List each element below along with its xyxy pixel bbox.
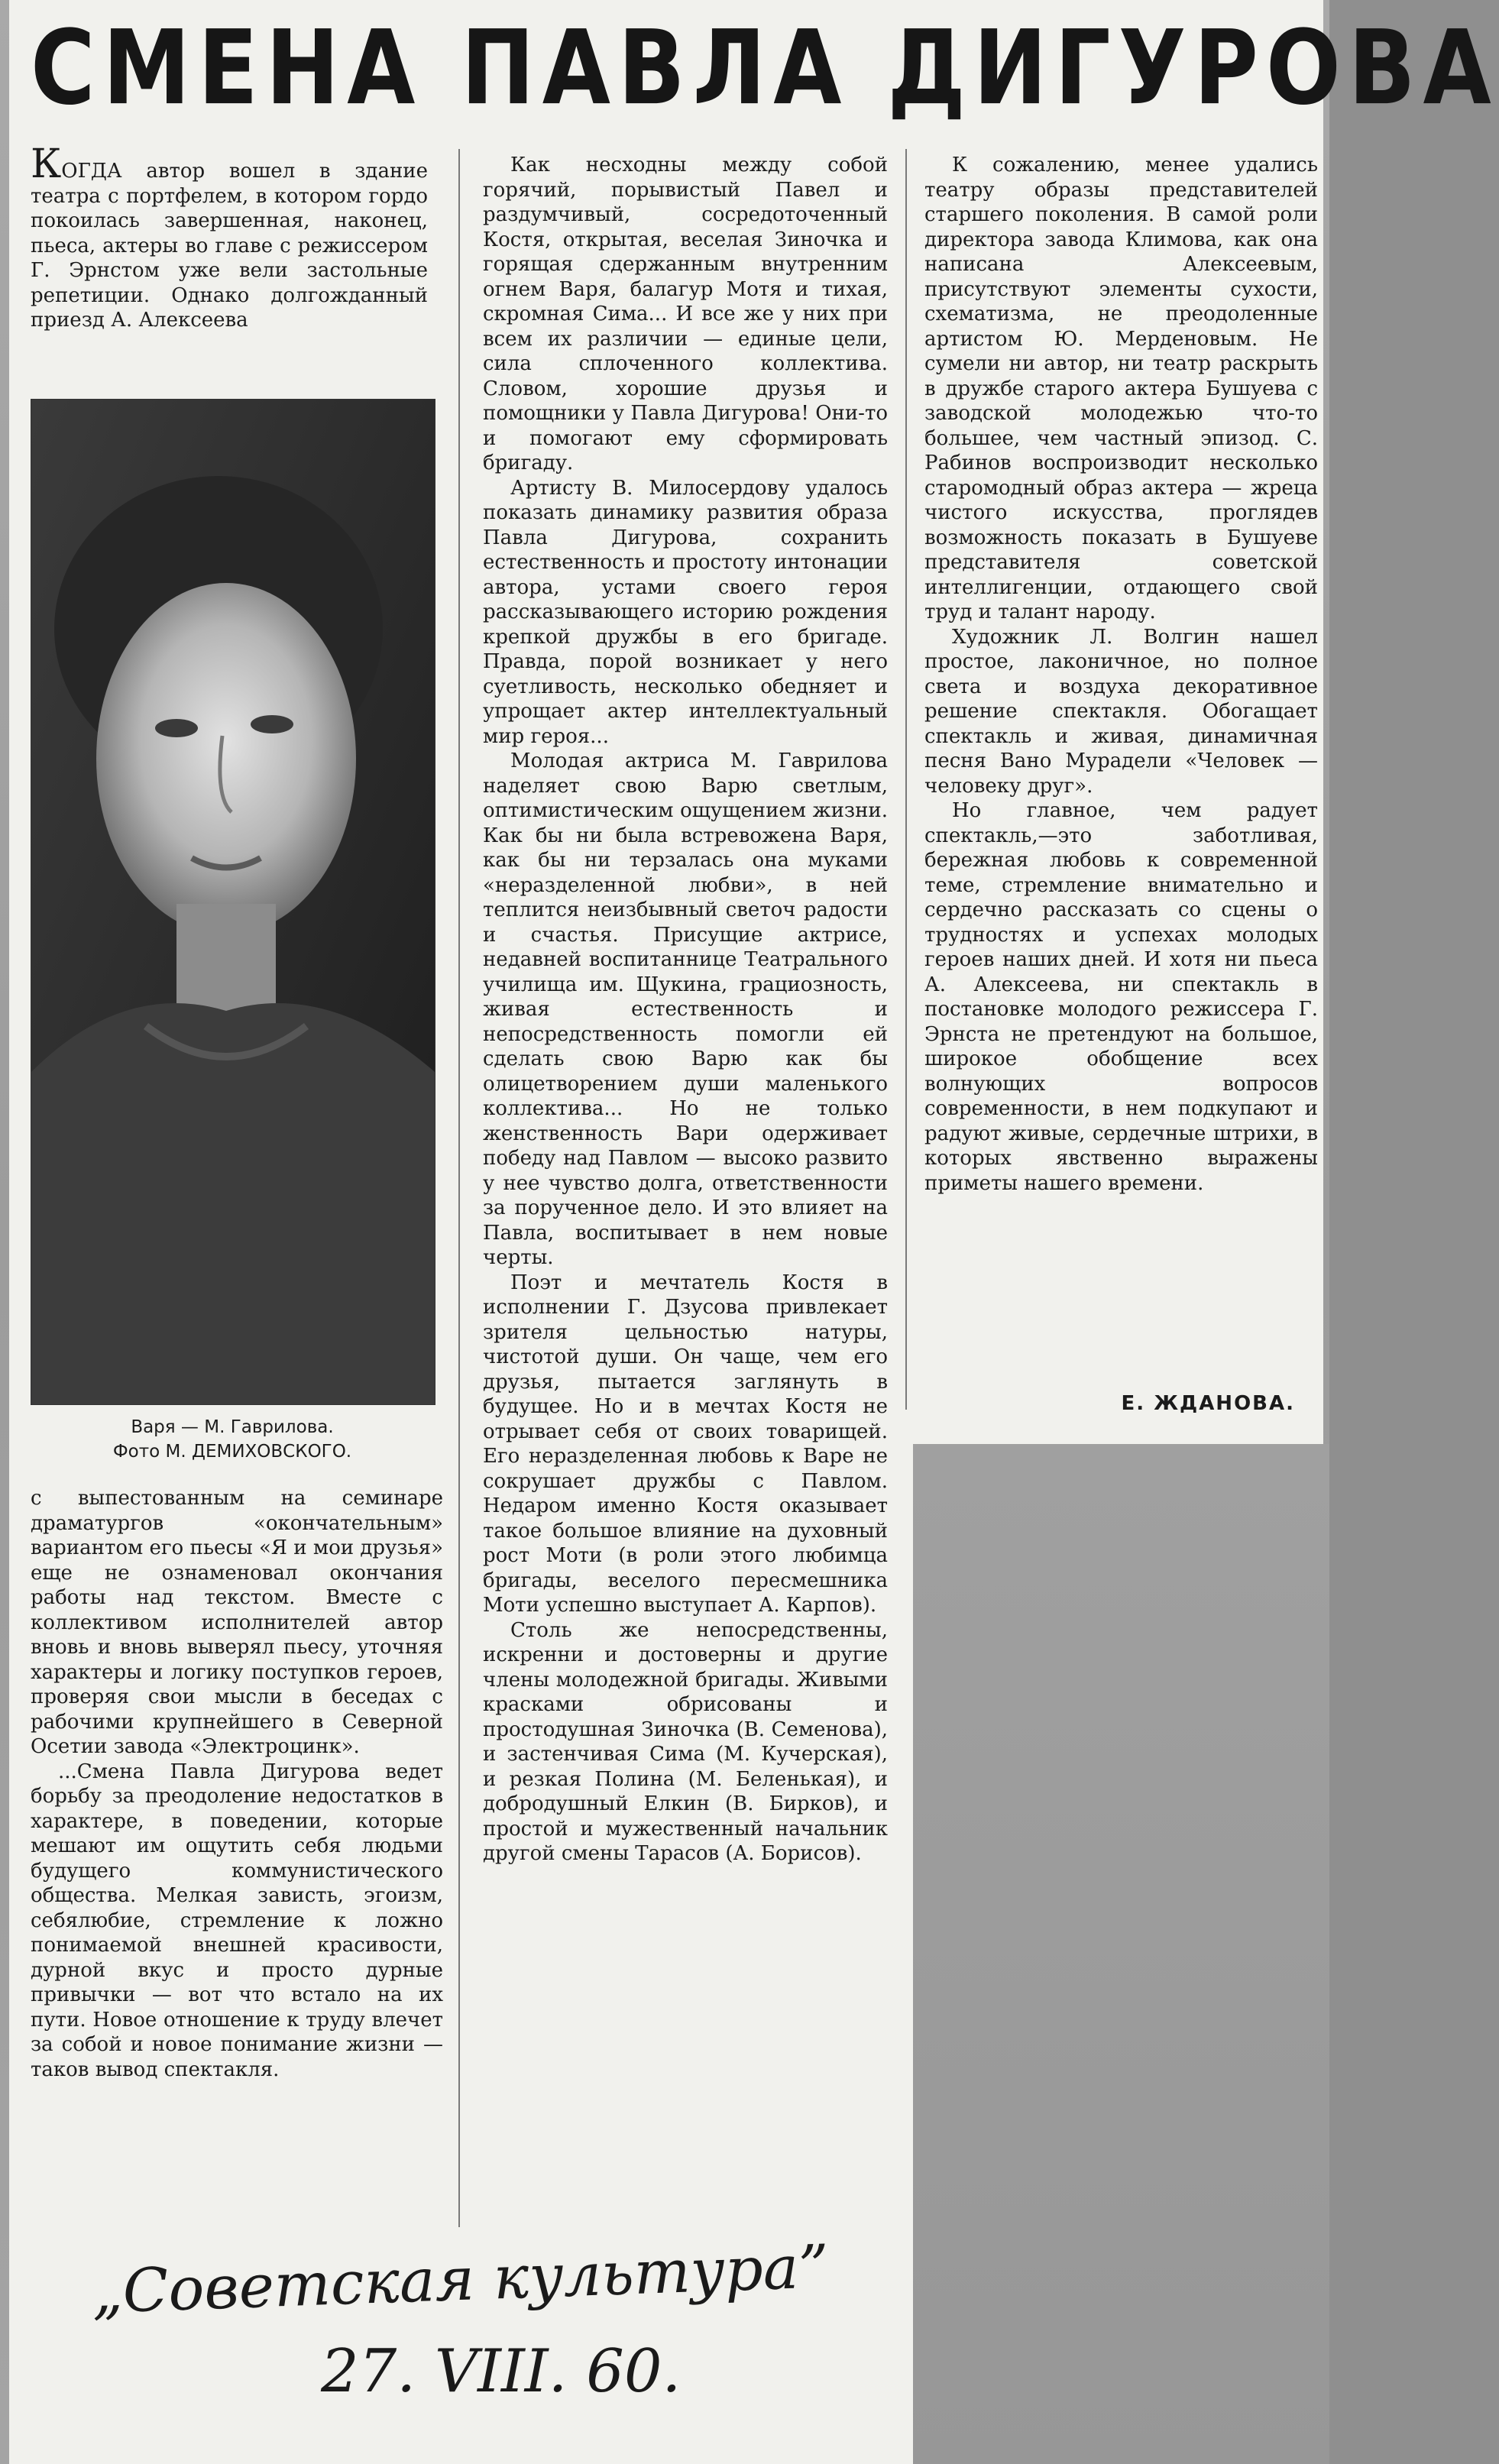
author-signature: Е. ЖДАНОВА.: [1121, 1392, 1295, 1415]
column-divider-2: [905, 149, 907, 1410]
column-divider-1: [458, 149, 460, 2227]
paragraph: с выпестованным на семинаре драматургов «окончательным» вариантом его пьесы «Я и мои друзья» еще не ознаменовал окончания работы над текстом. Вместе с коллективом исполнителей автор вновь и вновь выверял пьесу, уточняя характеры и логику поступков героев, проверяя свои мысли в беседах с рабочими крупнейшего в Северной Осетии завода «Электроцинк».: [31, 1487, 443, 1758]
clipping-cut-area: [913, 1444, 1329, 2464]
paragraph: Художник Л. Волгин нашел простое, лаконичное, но полное света и воздуха декоративное решение спектакля. Обогащает спектакль и живая, динамичная песня Вано Мурадели «Человек — человеку друг».: [924, 625, 1318, 798]
column-2: [483, 153, 888, 1867]
column-1-intro: [31, 141, 428, 333]
paragraph: Столь же непосредственны, искренни и достоверны и другие члены молодежной бригады. Живыми красками обрисованы и простодушная Зиночка (В. Семенова), и застенчивая Сима (М. Кучерская), и резкая Полина (М. Беленькая), и добродушный Елкин (В. Бирков), и простой и мужественный начальник другой смены Тарасов (А. Борисов).: [483, 1618, 888, 1865]
handwritten-date: 27. VIII. 60.: [321, 2337, 682, 2406]
handwritten-source: „Советская культура”: [90, 2232, 830, 2327]
caption-line-1: Варя — М. Гаврилова.: [131, 1417, 334, 1437]
paragraph: Но главное, чем радует спектакль,—это заботливая, бережная любовь к современной теме, стремление внимательно и сердечно рассказать со сцены о трудностях и успехах молодых героев наших дней. И хотя ни пьеса А. Алексеева, ни спектакль в постановке молодого режиссера Г. Эрнста не претендуют на большое, широкое обобщение всех волнующих вопросов современности, в нем подкупают и радуют живые, сердечные штрихи, в которых явственно выражены приметы нашего времени.: [924, 799, 1318, 1195]
actress-photo: [31, 399, 435, 1405]
paragraph: Поэт и мечтатель Костя в исполнении Г. Дзусова привлекает зрителя цельностью натуры, чистотой души. Он чаще, чем его друзья, пытается заглянуть в будущее. Но и в мечтах Костя не отрывает себя от своих товарищей. Его неразделенная любовь к Варе не сокрушает дружбы с Павлом. Недаром именно Костя оказывает такое большое влияние на духовный рост Моти (в роли этого любимца бригады, веселого пересмешника Моти успешно выступает А. Карпов).: [483, 1271, 888, 1617]
handwritten-annotation: [90, 2232, 856, 2433]
paragraph: Молодая актриса М. Гаврилова наделяет свою Варю светлым, оптимистическим ощущением жизни. Как бы ни была встревожена Варя, как бы ни терзалась она муками «неразделенной любви», в ней теплится неизбывный светоч радости и счастья. Присущие актрисе, недавней воспитаннице Театрального училища им. Щукина, грациозность, живая естественность и непосредственность помогли ей сделать свою Варю как бы олицетворением души маленького коллектива... Но не только женственность Вари одерживает победу над Павлом — высоко развито у нее чувство долга, ответственности за порученное дело. И это влияет на Павла, воспитывает в нем новые черты.: [483, 750, 888, 1269]
paragraph: КОГДА автор вошел в здание театра с портфелем, в котором гордо покоилась завершенная, наконец, пьеса, актеры во главе с режиссером Г. Эрнстом уже вели застольные репетиции. Однако долгожданный приезд А. Алексеева: [31, 141, 428, 332]
photo-caption: [31, 1415, 434, 1464]
paragraph: ...Смена Павла Дигурова ведет борьбу за преодоление недостатков в характере, в поведении, которые мешают им ощутить себя людьми будущего коммунистического общества. Мелкая зависть, эгоизм, себялюбие, стремление к ложно понимаемой внешней красивости, дурной вкус и просто дурные привычки — вот что встало на их пути. Новое отношение к труду влечет за собой и новое понимание жизни — таков вывод спектакля.: [31, 1760, 443, 2081]
article-headline: СМЕНА ПАВЛА ДИГУРОВА: [31, 8, 1499, 128]
paragraph: Как несходны между собой горячий, порывистый Павел и раздумчивый, сосредоточенный Костя, открытая, веселая Зиночка и горящая сдержанным внутренним огнем Варя, балагур Мотя и тихая, скромная Сима... И все же у них при всем их различии — единые цели, сила сплоченного коллектива. Словом, хорошие друзья и помощники у Павла Дигурова! Они-то и помогают ему сформировать бригаду.: [483, 154, 888, 474]
paragraph: К сожалению, менее удались театру образы представителей старшего поколения. В самой роли директора завода Климова, как она написана Алексеевым, присутствуют элементы сухости, схематизма, не преодоленные артистом Ю. Мерденовым. Не сумели ни автор, ни театр раскрыть в дружбе старого актера Бушуева с заводской молодежью что-то большее, чем частный эпизод. С. Рабинов воспроизводит несколько старомодный образ актера — жреца чистого искусства, проглядев возможность показать в Бушуеве представителя советской интеллигенции, отдающего свой труд и талант народу.: [924, 154, 1318, 623]
column-1-continuation: [31, 1486, 443, 2082]
column-3: [924, 153, 1318, 1196]
caption-line-2: Фото М. ДЕМИХОВСКОГО.: [112, 1442, 352, 1462]
portrait-illustration: [31, 400, 435, 1404]
paragraph: Артисту В. Милосердову удалось показать динамику развития образа Павла Дигурова, сохранить естественность и простоту интонации автора, устами своего героя рассказывающего историю рождения крепкой дружбы в его бригаде. Правда, порой возникает у него суетливость, несколько обедняет и упрощает актер интеллектуальный мир героя...: [483, 476, 888, 748]
